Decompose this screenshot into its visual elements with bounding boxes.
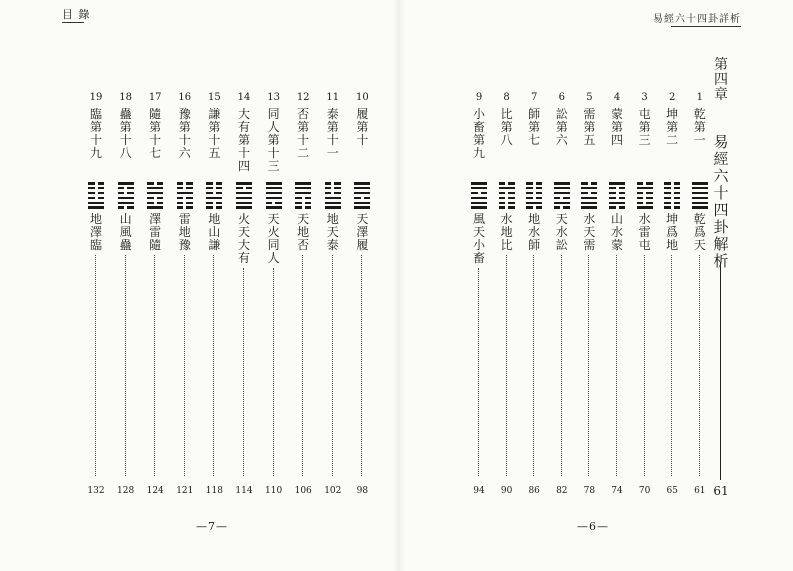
entry-title: 需第五 [583, 107, 596, 147]
yin-line-icon [147, 182, 163, 185]
entry-number: 6 [558, 92, 565, 103]
yang-line-icon [147, 206, 163, 209]
entry-number: 9 [475, 92, 483, 103]
yang-line-icon [637, 206, 653, 209]
yin-line-icon [609, 206, 625, 209]
hexagram-icon [526, 182, 542, 209]
entry-number: 2 [669, 92, 676, 103]
entry-page-number: 124 [146, 486, 164, 496]
entry-title: 比第八 [500, 107, 513, 147]
yang-line-icon [325, 202, 341, 205]
yang-line-icon [266, 197, 282, 200]
hexagram-name: 水雷屯 [638, 212, 651, 252]
entry-number: 4 [613, 92, 621, 103]
yin-line-icon [206, 202, 222, 205]
yang-line-icon [471, 182, 487, 185]
yang-line-icon [295, 187, 311, 190]
yin-line-icon [609, 197, 625, 200]
entry-title: 履第十 [356, 107, 369, 147]
dot-leader [478, 268, 479, 476]
yin-line-icon [295, 202, 311, 205]
yang-line-icon [266, 182, 282, 185]
yin-line-icon [637, 197, 653, 200]
dot-leader [154, 255, 155, 476]
yang-line-icon [236, 202, 252, 205]
yin-line-icon [581, 182, 597, 185]
yin-line-icon [88, 182, 104, 185]
yang-line-icon [236, 206, 252, 209]
yang-line-icon [471, 197, 487, 200]
yin-line-icon [664, 182, 680, 185]
dot-leader [533, 255, 534, 476]
yin-line-icon [499, 202, 515, 205]
yang-line-icon [295, 192, 311, 195]
entry-title: 泰第十一 [326, 107, 339, 160]
yin-line-icon [637, 192, 653, 195]
yin-line-icon [526, 182, 542, 185]
yang-line-icon [471, 202, 487, 205]
toc-entry[interactable] [260, 0, 288, 571]
yang-line-icon [581, 197, 597, 200]
yin-line-icon [499, 206, 515, 209]
yin-line-icon [499, 192, 515, 195]
yin-line-icon [295, 206, 311, 209]
entry-page-number: 128 [117, 486, 135, 496]
hexagram-name: 火天大有 [237, 212, 250, 265]
yang-line-icon [526, 202, 542, 205]
yin-line-icon [354, 197, 370, 200]
entry-page-number: 114 [235, 486, 253, 496]
yin-line-icon [526, 187, 542, 190]
yang-line-icon [88, 202, 104, 205]
hexagram-icon [118, 182, 134, 209]
hexagram-icon [206, 182, 222, 209]
yang-line-icon [354, 202, 370, 205]
toc-entry[interactable] [575, 0, 603, 571]
yin-line-icon [664, 197, 680, 200]
hexagram-name: 澤雷隨 [149, 212, 162, 252]
yang-line-icon [554, 192, 570, 195]
yin-line-icon [609, 187, 625, 190]
yang-line-icon [471, 206, 487, 209]
hexagram-name: 地天泰 [326, 212, 339, 252]
entry-title: 坤第二 [666, 107, 679, 147]
yang-line-icon [609, 202, 625, 205]
toc-entry[interactable] [230, 0, 258, 571]
yang-line-icon [236, 182, 252, 185]
yang-line-icon [554, 182, 570, 185]
dot-leader [213, 255, 214, 476]
toc-entry[interactable] [465, 0, 493, 571]
toc-entry[interactable] [658, 0, 686, 571]
yin-line-icon [147, 202, 163, 205]
yang-line-icon [354, 206, 370, 209]
dot-leader [95, 255, 96, 476]
yin-line-icon [664, 192, 680, 195]
entry-title: 訟第六 [555, 107, 568, 147]
yin-line-icon [664, 206, 680, 209]
toc-entry[interactable] [289, 0, 317, 571]
hexagram-icon [554, 182, 570, 209]
entry-title: 小畜第九 [472, 107, 485, 160]
toc-entry[interactable] [82, 0, 110, 571]
hexagram-name: 天地否 [297, 212, 310, 252]
yin-line-icon [554, 197, 570, 200]
toc-entry[interactable] [112, 0, 140, 571]
yin-line-icon [664, 202, 680, 205]
entry-number: 19 [89, 92, 103, 103]
yin-line-icon [295, 197, 311, 200]
dot-leader [671, 255, 672, 476]
yang-line-icon [266, 192, 282, 195]
entry-page-number: 94 [473, 486, 485, 496]
hexagram-icon [266, 182, 282, 209]
yang-line-icon [295, 182, 311, 185]
yang-line-icon [471, 187, 487, 190]
dot-leader [243, 268, 244, 476]
entry-page-number: 70 [638, 486, 651, 496]
entry-title: 乾第一 [693, 107, 706, 147]
hexagram-icon [88, 182, 104, 209]
entry-page-number: 78 [583, 486, 596, 496]
toc-entry[interactable] [319, 0, 347, 571]
hexagram-name: 地澤臨 [89, 212, 102, 252]
hexagram-name: 水天需 [583, 212, 596, 252]
toc-entry[interactable] [548, 0, 576, 571]
hexagram-name: 雷地豫 [178, 212, 191, 252]
yang-line-icon [236, 192, 252, 195]
yin-line-icon [118, 192, 134, 195]
dot-leader [332, 255, 333, 476]
entry-number: 18 [119, 92, 132, 103]
entry-page-number: 98 [356, 486, 369, 496]
yin-line-icon [554, 206, 570, 209]
yin-line-icon [325, 182, 341, 185]
chapter-page-number: 61 [713, 484, 729, 498]
yang-line-icon [581, 187, 597, 190]
yin-line-icon [177, 187, 193, 190]
entry-page-number: 110 [265, 486, 283, 496]
hexagram-name: 天水訟 [555, 212, 568, 252]
dot-leader [588, 255, 589, 476]
toc-entry[interactable] [493, 0, 521, 571]
hexagram-name: 地山謙 [208, 212, 221, 252]
yang-line-icon [499, 187, 515, 190]
dot-leader [699, 255, 700, 476]
yin-line-icon [206, 192, 222, 195]
yin-line-icon [581, 192, 597, 195]
entry-page-number: 90 [500, 486, 513, 496]
entry-title: 謙第十五 [208, 107, 221, 160]
hexagram-icon [147, 182, 163, 209]
entry-title: 否第十二 [297, 107, 310, 160]
hexagram-name: 坤爲地 [666, 212, 679, 252]
yin-line-icon [147, 197, 163, 200]
yin-line-icon [526, 192, 542, 195]
entry-title: 同人第十三 [267, 107, 280, 173]
dot-leader [125, 255, 126, 476]
hexagram-name: 乾爲天 [693, 212, 706, 252]
hexagram-name: 水地比 [500, 212, 513, 252]
entry-page-number: 86 [528, 486, 540, 496]
entry-number: 14 [237, 92, 251, 103]
yin-line-icon [177, 182, 193, 185]
yang-line-icon [118, 182, 134, 185]
entry-page-number: 106 [294, 486, 312, 496]
entry-number: 15 [208, 92, 221, 103]
entry-number: 3 [641, 92, 648, 103]
dot-leader [506, 255, 507, 476]
toc-entry[interactable] [631, 0, 659, 571]
yin-line-icon [88, 192, 104, 195]
yang-line-icon [206, 197, 222, 200]
yang-line-icon [147, 187, 163, 190]
yin-line-icon [206, 182, 222, 185]
entry-title: 臨第十九 [89, 107, 102, 160]
entry-page-number: 65 [666, 486, 678, 496]
yang-line-icon [637, 187, 653, 190]
entry-number: 8 [503, 92, 510, 103]
toc-entry[interactable] [171, 0, 199, 571]
hexagram-name: 風天小畜 [472, 212, 485, 265]
yin-line-icon [177, 197, 193, 200]
folio-right: —6— [577, 520, 609, 533]
toc-entry[interactable] [520, 0, 548, 571]
entry-page-number: 82 [556, 486, 568, 496]
entry-page-number: 132 [87, 486, 105, 496]
yin-line-icon [499, 182, 515, 185]
entry-number: 5 [586, 92, 593, 103]
yang-line-icon [354, 192, 370, 195]
hexagram-icon [325, 182, 341, 209]
folio-left: —7— [196, 520, 228, 533]
yang-line-icon [354, 187, 370, 190]
entry-title: 大有第十四 [237, 107, 250, 173]
yin-line-icon [118, 187, 134, 190]
entry-page-number: 74 [611, 486, 623, 496]
toc-entry[interactable] [200, 0, 228, 571]
yin-line-icon [236, 187, 252, 190]
yang-line-icon [609, 182, 625, 185]
running-head-right: 易經六十四卦詳析 [653, 14, 741, 25]
running-head-left: 目 錄 [62, 8, 91, 21]
yin-line-icon [609, 192, 625, 195]
yin-line-icon [177, 202, 193, 205]
entry-title: 蠱第十八 [119, 107, 132, 160]
hexagram-name: 山水蒙 [610, 212, 623, 252]
yin-line-icon [266, 202, 282, 205]
hexagram-icon [637, 182, 653, 209]
toc-entry[interactable] [348, 0, 376, 571]
yin-line-icon [637, 182, 653, 185]
entry-title: 師第七 [528, 107, 541, 147]
yang-line-icon [236, 197, 252, 200]
running-head-left-rule [62, 22, 84, 23]
yang-line-icon [118, 197, 134, 200]
book-gutter [393, 0, 405, 571]
yin-line-icon [206, 187, 222, 190]
yin-line-icon [325, 192, 341, 195]
chapter-heading[interactable] [706, 0, 738, 571]
yang-line-icon [88, 206, 104, 209]
chapter-label: 第四章 [714, 57, 728, 103]
entry-page-number: 118 [205, 486, 223, 496]
hexagram-icon [354, 182, 370, 209]
yin-line-icon [526, 206, 542, 209]
yang-line-icon [554, 187, 570, 190]
toc-entry[interactable] [603, 0, 631, 571]
yin-line-icon [637, 202, 653, 205]
entry-title: 屯第三 [638, 107, 651, 147]
hexagram-icon [581, 182, 597, 209]
hexagram-name: 地水師 [528, 212, 541, 252]
dot-leader [616, 255, 617, 476]
yang-line-icon [354, 182, 370, 185]
entry-title: 隨第十七 [149, 107, 162, 160]
yin-line-icon [206, 206, 222, 209]
entry-number: 12 [296, 92, 310, 103]
hexagram-icon [664, 182, 680, 209]
yin-line-icon [664, 187, 680, 190]
entry-number: 10 [356, 92, 369, 103]
yin-line-icon [526, 197, 542, 200]
yang-line-icon [581, 206, 597, 209]
dot-leader [273, 268, 274, 476]
toc-entry[interactable] [141, 0, 169, 571]
entry-page-number: 121 [176, 486, 194, 496]
hexagram-icon [471, 182, 487, 209]
chapter-title: 易經六十四卦解析 [713, 133, 729, 270]
entry-page-number: 102 [324, 486, 342, 496]
chapter-leader-line [720, 262, 721, 480]
hexagram-icon [236, 182, 252, 209]
yang-line-icon [554, 202, 570, 205]
yang-line-icon [266, 206, 282, 209]
hexagram-name: 山風蠱 [119, 212, 132, 252]
yin-line-icon [88, 187, 104, 190]
entry-title: 豫第十六 [178, 107, 191, 160]
yang-line-icon [177, 192, 193, 195]
yang-line-icon [118, 202, 134, 205]
yang-line-icon [325, 197, 341, 200]
dot-leader [184, 255, 185, 476]
dot-leader [361, 255, 362, 476]
entry-title: 蒙第四 [610, 107, 623, 147]
hexagram-icon [499, 182, 515, 209]
yin-line-icon [88, 197, 104, 200]
yang-line-icon [325, 206, 341, 209]
hexagram-icon [177, 182, 193, 209]
entry-number: 1 [696, 92, 703, 103]
yin-line-icon [499, 197, 515, 200]
hexagram-name: 天火同人 [267, 212, 280, 265]
yang-line-icon [266, 187, 282, 190]
hexagram-icon [609, 182, 625, 209]
entry-number: 16 [178, 92, 192, 103]
entry-number: 13 [267, 92, 280, 103]
yang-line-icon [581, 202, 597, 205]
hexagram-name: 天澤履 [356, 212, 369, 252]
yin-line-icon [177, 206, 193, 209]
dot-leader [644, 255, 645, 476]
yin-line-icon [118, 206, 134, 209]
dot-leader [302, 255, 303, 476]
yang-line-icon [147, 192, 163, 195]
entry-number: 7 [531, 92, 538, 103]
yin-line-icon [471, 192, 487, 195]
entry-number: 11 [326, 92, 340, 103]
dot-leader [561, 255, 562, 476]
yin-line-icon [325, 187, 341, 190]
entry-page-number: 61 [694, 486, 706, 496]
entry-number: 17 [148, 92, 162, 103]
hexagram-icon [295, 182, 311, 209]
